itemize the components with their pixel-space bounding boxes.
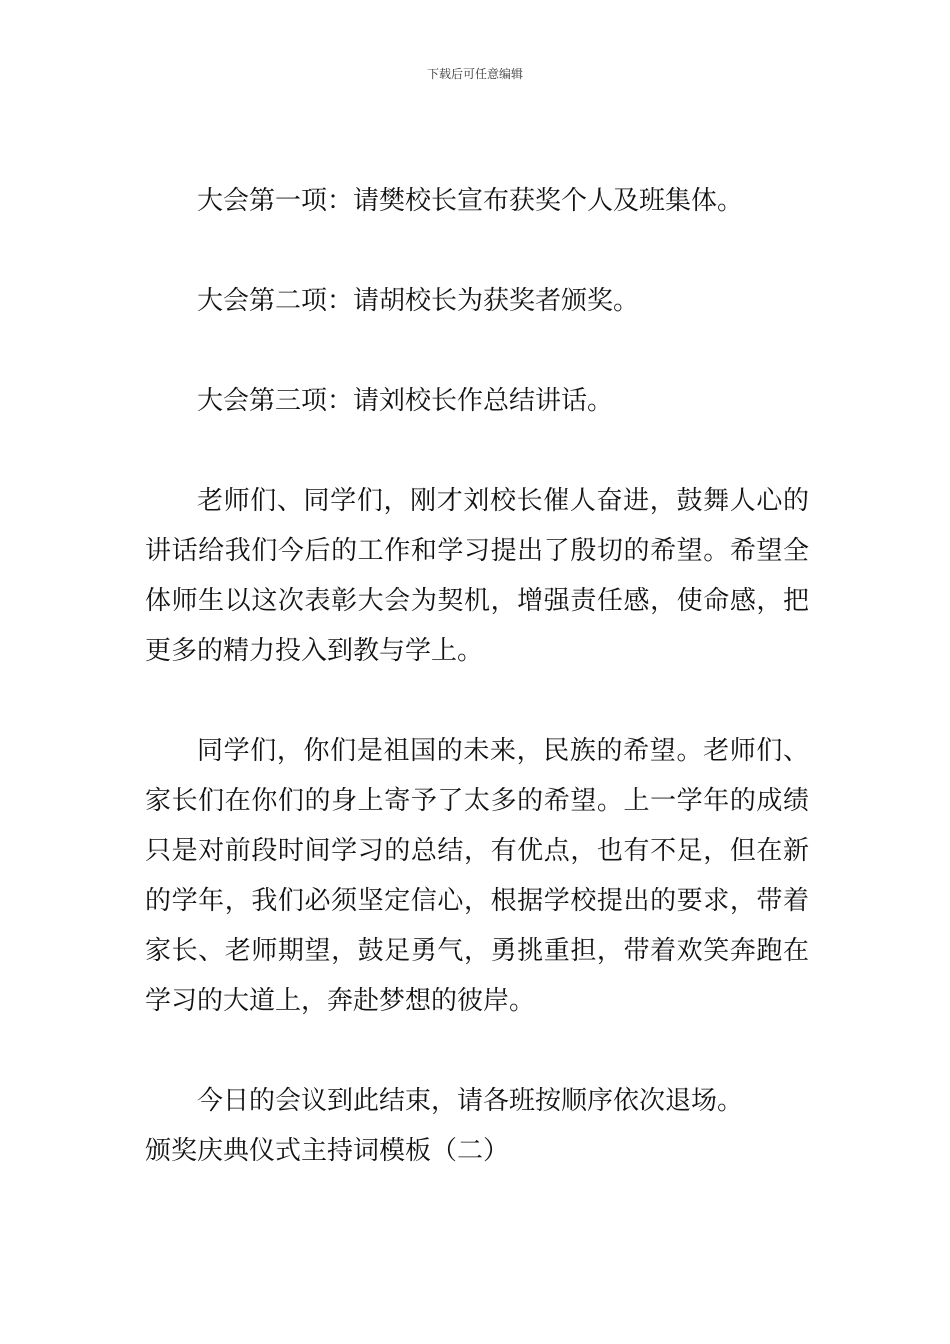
next-section-title: 颁奖庆典仪式主持词模板（二）: [145, 1136, 510, 1166]
document-body: [145, 176, 809, 1176]
paragraph-teachers-students: 老师们、同学们，刚才刘校长催人奋进，鼓舞人心的讲话给我们今后的工作和学习提出了殷切的希望。希望全体师生以这次表彰大会为契机，增强责任感，使命感，把更多的精力投入到教与学上。: [145, 486, 809, 666]
agenda-item-3: 大会第三项：请刘校长作总结讲话。: [197, 386, 614, 416]
agenda-item-2: 大会第二项：请胡校长为获奖者颁奖。: [197, 286, 640, 316]
agenda-item-1: 大会第一项：请樊校长宣布获奖个人及班集体。: [197, 186, 744, 216]
paragraph-students-future: 同学们，你们是祖国的未来，民族的希望。老师们、家长们在你们的身上寄予了太多的希望。上一学年的成绩只是对前段时间学习的总结，有优点，也有不足，但在新的学年，我们必须坚定信心，根据学校提出的要求，带着家长、老师期望，鼓足勇气，勇挑重担，带着欢笑奔跑在学习的大道上，奔赴梦想的彼岸。: [145, 736, 809, 1016]
closing-statement: 今日的会议到此结束，请各班按顺序依次退场。: [197, 1086, 744, 1116]
header-note: 下载后可任意编辑: [426, 67, 523, 81]
